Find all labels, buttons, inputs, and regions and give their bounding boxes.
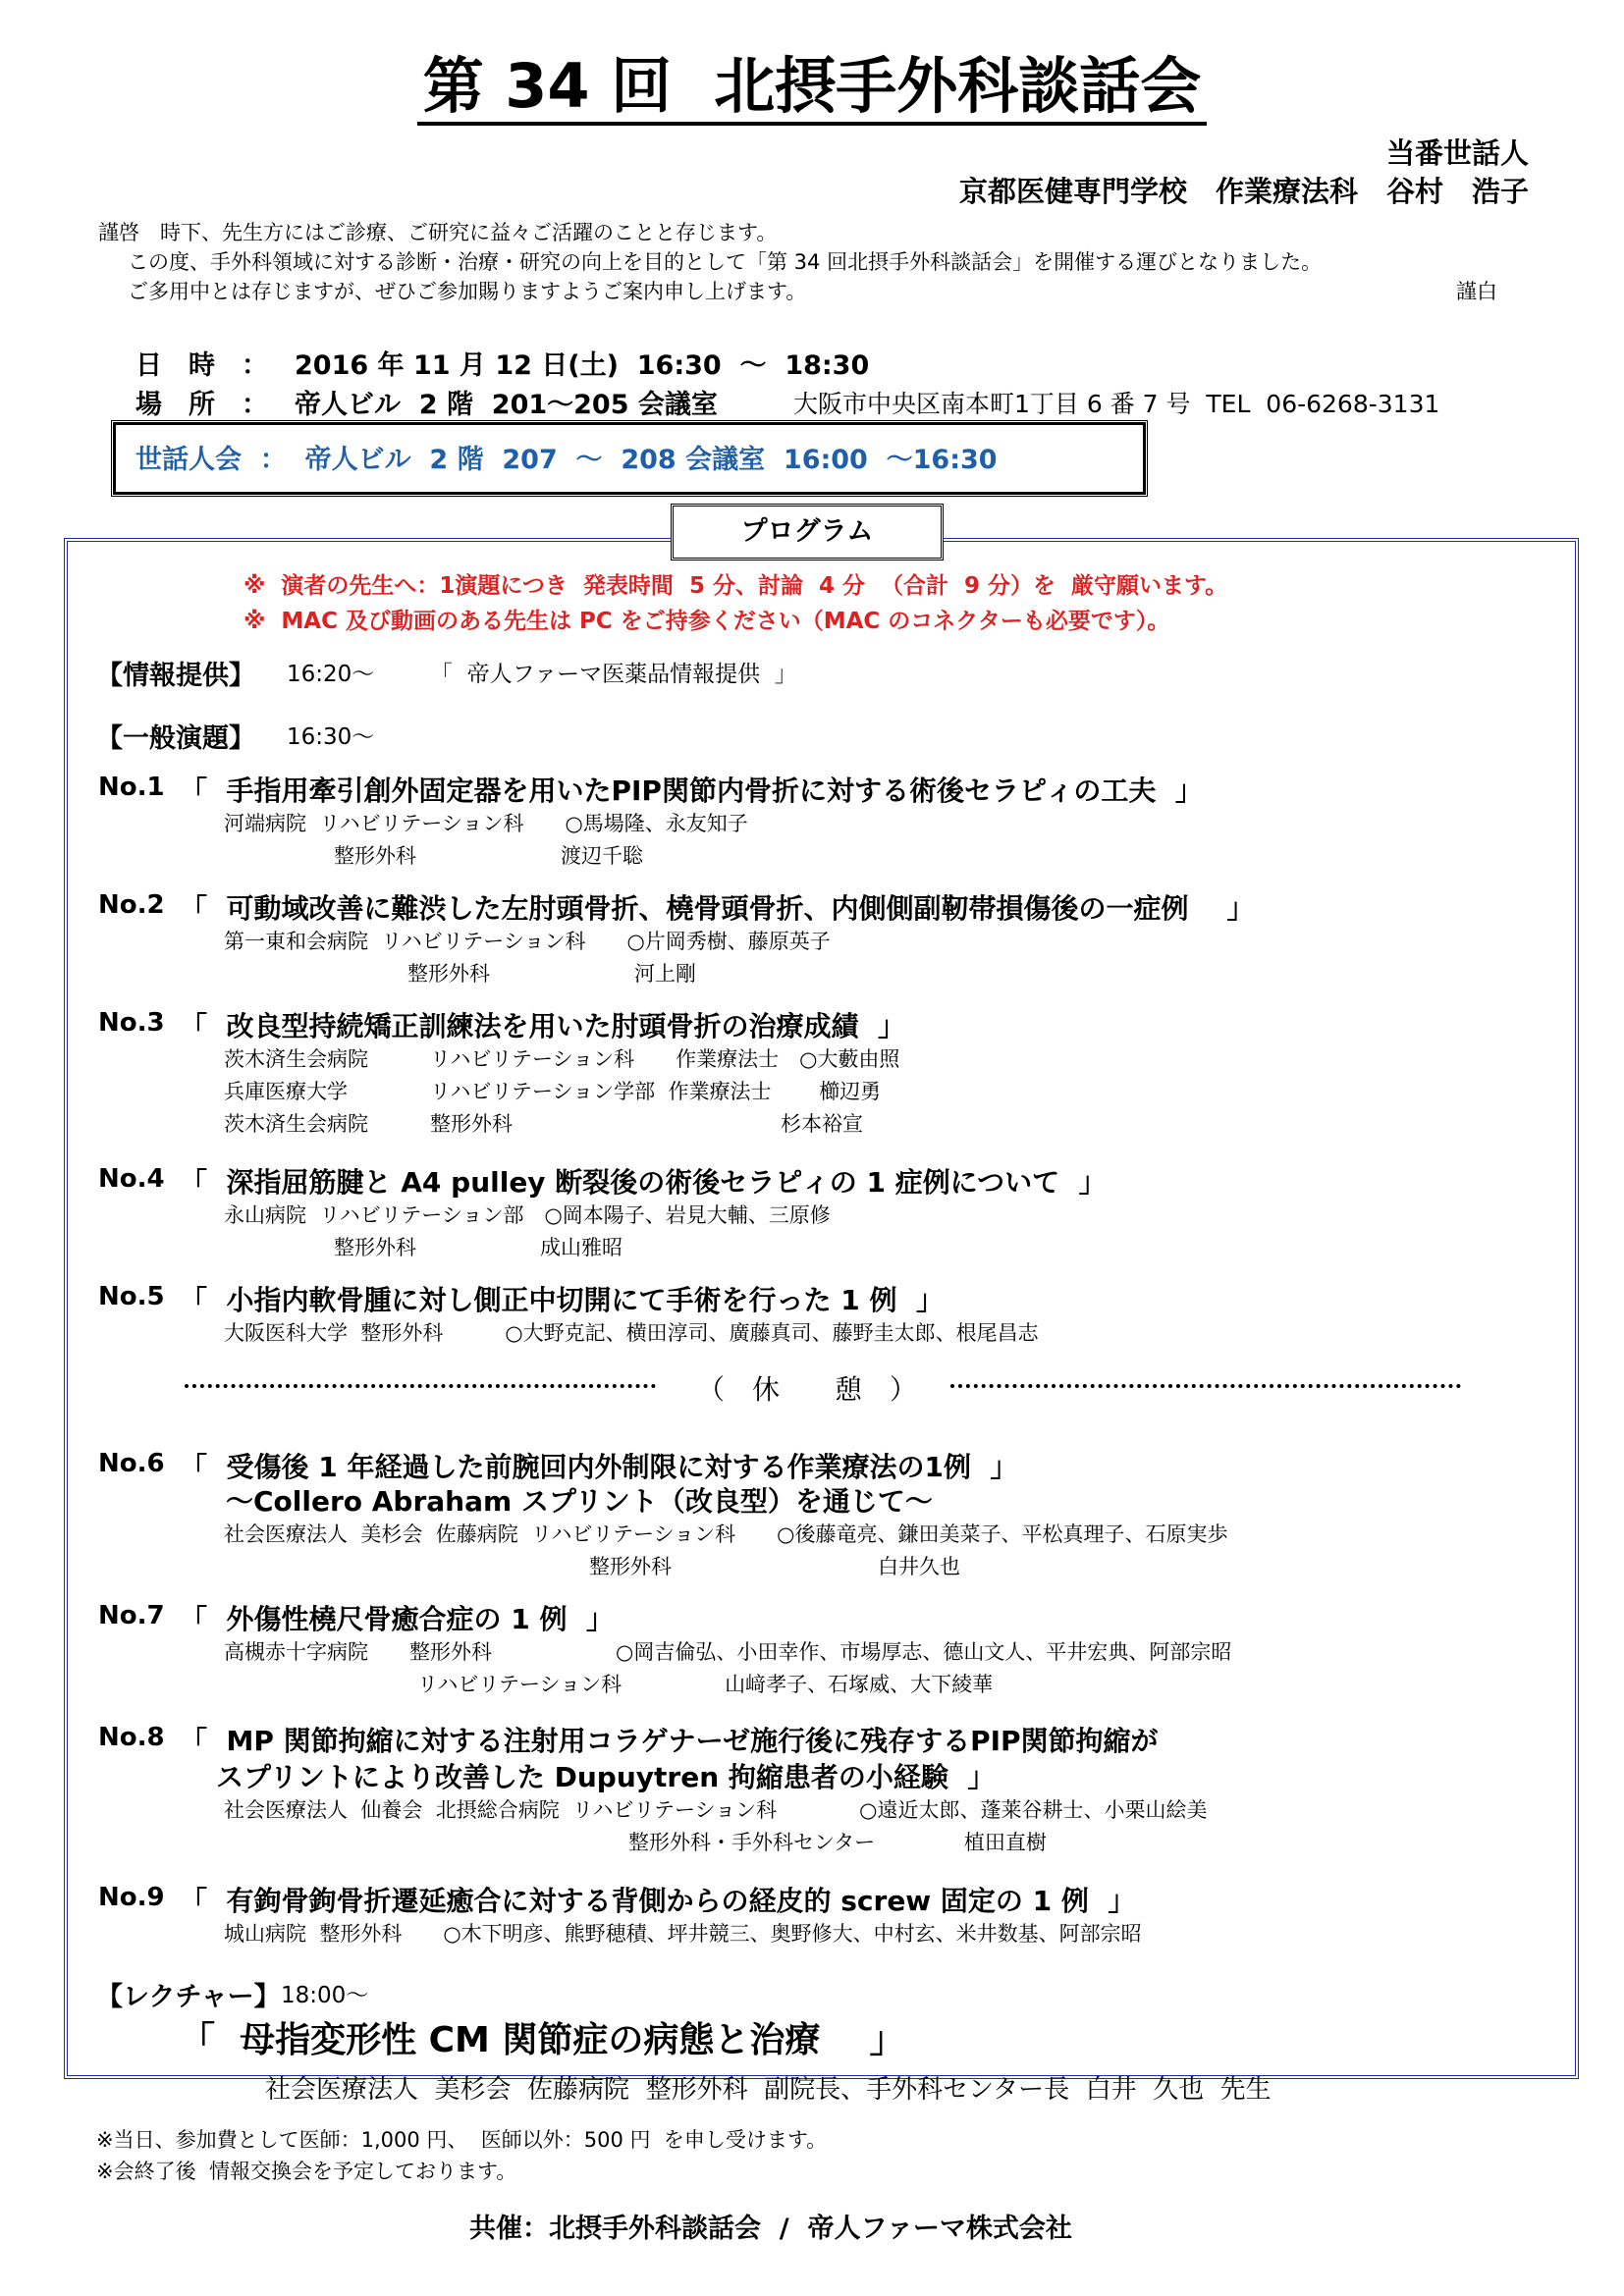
greeting-line-1: 謹啓 時下、先生方にはご診療、ご研究に益々ご活躍のことと存じます。 — [98, 221, 778, 244]
lecture-section-label: 【レクチャー】 — [96, 1982, 281, 2012]
talk-2-affiliation-2: 整形外科 河上剛 — [407, 962, 696, 986]
talk-6-subtitle: ～Collero Abraham スプリント（改良型）を通じて～ — [226, 1485, 933, 1518]
page-title — [0, 47, 1624, 126]
talk-3-affiliation-2: 兵庫医療大学 リハビリテーション学部 作業療法士 櫛辺勇 — [224, 1080, 882, 1103]
talk-9-affiliation-1: 城山病院 整形外科 ○木下明彦、熊野穂積、坪井競三、奥野修大、中村玄、米井数基、阿部宗昭 — [224, 1922, 1142, 1946]
talk-7-affiliation-1: 高槻赤十字病院 整形外科 ○岡吉倫弘、小田幸作、市場厚志、德山文人、平井宏典、阿部宗昭 — [224, 1640, 1232, 1664]
talk-6-number: No.6 — [98, 1449, 165, 1478]
page-title-text: 第 34 回 北摂手外科談話会 — [417, 50, 1208, 126]
footnote-2: ※会終了後 情報交換会を予定しております。 — [96, 2160, 517, 2183]
break-label: （ 休 憩 ） — [697, 1373, 918, 1406]
talk-1-title: 「 手指用牽引創外固定器を用いたPIP関節内骨折に対する術後セラピィの工夫 」 — [180, 774, 1203, 807]
talk-4-number: No.4 — [98, 1164, 165, 1194]
greeting-line-3: ご多用中とは存じますが、ぜひご参加賜りますようご案内申し上げます。 — [128, 280, 807, 303]
talk-8-affiliation-1: 社会医療法人 仙養会 北摂総合病院 リハビリテーション科 ○遠近太郎、蓬莱谷耕士、小栗山絵美 — [224, 1798, 1208, 1822]
general-section-label: 【一般演題】 — [96, 723, 255, 754]
talk-6-affiliation-1: 社会医療法人 美杉会 佐藤病院 リハビリテーション科 ○後藤竜亮、鎌田美菜子、平松真理子、石原実歩 — [224, 1522, 1228, 1546]
talk-4-affiliation-1: 永山病院 リハビリテーション部 ○岡本陽子、岩見大輔、三原修 — [224, 1203, 831, 1227]
break-dots-left — [185, 1384, 656, 1388]
break-dots-right — [950, 1384, 1461, 1388]
date-label: 日 時 ： — [135, 350, 268, 381]
talk-5-number: No.5 — [98, 1282, 165, 1311]
host-label: 当番世話人 — [1385, 136, 1529, 170]
talk-8-affiliation-2: 整形外科・手外科センター 植田直樹 — [628, 1831, 1047, 1854]
greeting-line-2: この度、手外科領域に対する診断・治療・研究の向上を目的として「第 34 回北摂手外科談話会」を開催する運びとなりました。 — [128, 250, 1323, 274]
sewaninkai-text: 世話人会 ： 帝人ビル 2 階 207 ～ 208 会議室 16:00 ～16:30 — [135, 445, 998, 475]
footnote-1: ※当日、参加費として医師：1,000 円、 医師以外：500 円 を申し受けます。 — [96, 2128, 828, 2152]
talk-2-number: No.2 — [98, 890, 165, 920]
lecture-title: 「 母指変形性 CM 関節症の病態と治療 」 — [180, 2020, 905, 2060]
talk-4-affiliation-2: 整形外科 成山雅昭 — [334, 1236, 623, 1259]
talk-1-affiliation-1: 河端病院 リハビリテーション科 ○馬場隆、永友知子 — [224, 812, 748, 835]
talk-5-title: 「 小指内軟骨腫に対し側正中切開にて手術を行った 1 例 」 — [180, 1284, 944, 1316]
talk-8-subtitle: スプリントにより改善した Dupuytren 拘縮患者の小経験 」 — [216, 1761, 996, 1793]
talk-6-title: 「 受傷後 1 年経過した前腕回内外制限に対する作業療法の1例 」 — [180, 1451, 1018, 1483]
lecture-speaker: 社会医療法人 美杉会 佐藤病院 整形外科 副院長、手外科センター長 白井 久也 先生 — [265, 2075, 1272, 2105]
notice-1: ※ 演者の先生へ：1演題につき 発表時間 5 分、討論 4 分 （合計 9 分）を 厳守願います。 — [244, 573, 1228, 599]
cohost: 共催：北摂手外科談話会 / 帝人ファーマ株式会社 — [469, 2214, 1072, 2244]
place-label: 場 所 ： — [135, 390, 268, 420]
notice-2: ※ MAC 及び動画のある先生は PC をご持参ください（MAC のコネクターも必要です）。 — [244, 609, 1170, 634]
talk-4-title: 「 深指屈筋腱と A4 pulley 断裂後の術後セラピィの 1 症例について 」 — [180, 1166, 1107, 1199]
talk-3-title: 「 改良型持続矯正訓練法を用いた肘頭骨折の治療成績 」 — [180, 1010, 905, 1042]
talk-1-number: No.1 — [98, 773, 165, 802]
talk-3-number: No.3 — [98, 1008, 165, 1038]
info-section-label: 【情報提供】 — [96, 661, 255, 691]
talk-9-number: No.9 — [98, 1883, 165, 1912]
talk-8-number: No.8 — [98, 1723, 165, 1752]
host-affiliation: 京都医健専門学校 作業療法科 谷村 浩子 — [958, 175, 1529, 208]
talk-8-title: 「 MP 関節拘縮に対する注射用コラゲナーゼ施行後に残存するPIP関節拘縮が — [180, 1725, 1159, 1757]
program-label: プログラム — [671, 504, 944, 561]
talk-3-affiliation-3: 茨木済生会病院 整形外科 杉本裕宣 — [224, 1112, 863, 1136]
place-value: 帝人ビル 2 階 201～205 会議室 — [295, 390, 718, 420]
general-time: 16:30～ — [287, 724, 375, 750]
talk-7-number: No.7 — [98, 1601, 165, 1630]
talk-2-affiliation-1: 第一東和会病院 リハビリテーション科 ○片岡秀樹、藤原英子 — [224, 930, 831, 953]
info-time: 16:20～ — [287, 662, 375, 687]
lecture-time: 18:00～ — [281, 1983, 369, 2008]
talk-7-title: 「 外傷性橈尺骨癒合症の 1 例 」 — [180, 1603, 614, 1635]
talk-9-title: 「 有鉤骨鉤骨折遷延癒合に対する背側からの経皮的 screw 固定の 1 例 」 — [180, 1885, 1136, 1917]
place-address: 大阪市中央区南本町1丁目 6 番 7 号 TEL 06-6268-3131 — [793, 390, 1440, 418]
talk-6-affiliation-2: 整形外科 白井久也 — [589, 1555, 960, 1578]
talk-3-affiliation-1: 茨木済生会病院 リハビリテーション科 作業療法士 ○大藪由照 — [224, 1047, 900, 1071]
talk-5-affiliation-1: 大阪医科大学 整形外科 ○大野克記、横田淳司、廣藤真司、藤野圭太郎、根尾昌志 — [224, 1321, 1039, 1345]
greeting-closing: 謹白 — [1456, 280, 1497, 303]
talk-2-title: 「 可動域改善に難渋した左肘頭骨折、橈骨頭骨折、内側側副靭帯損傷後の一症例 」 — [180, 892, 1255, 925]
talk-1-affiliation-2: 整形外科 渡辺千聡 — [334, 844, 643, 868]
date-value: 2016 年 11 月 12 日(土) 16:30 ～ 18:30 — [295, 350, 870, 381]
info-title: 「 帝人ファーマ医薬品情報提供 」 — [430, 662, 797, 687]
talk-7-affiliation-2: リハビリテーション科 山﨑孝子、石塚威、大下綾華 — [417, 1673, 994, 1696]
